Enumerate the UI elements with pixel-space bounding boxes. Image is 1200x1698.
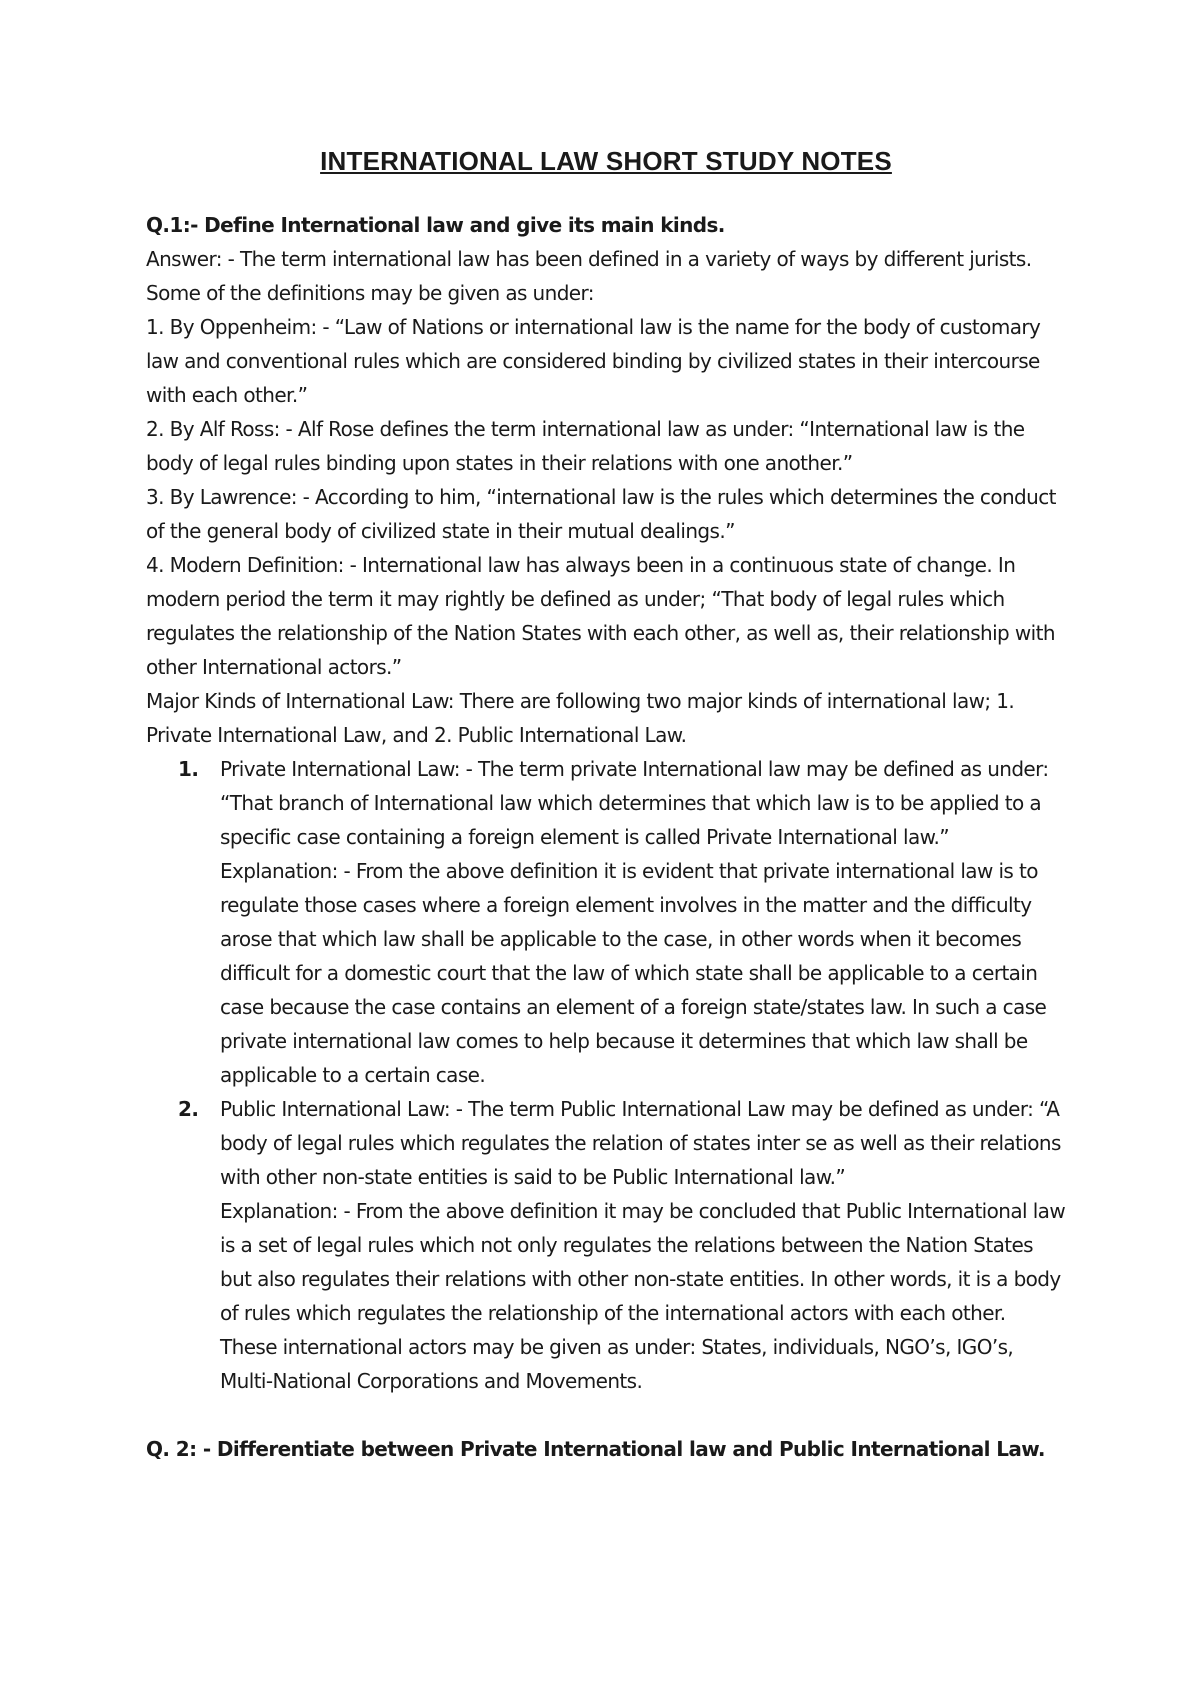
q2-question: Q. 2: - Differentiate between Private International law and Public International Law. — [146, 1437, 1045, 1461]
q1-question: Q.1:- Define International law and give its main kinds. — [146, 213, 725, 237]
definition-alf-ross: 2. By Alf Ross: - Alf Rose defines the term international law as under: “International law is the body of legal rules binding upon states in their relations with one another.” — [146, 417, 1025, 475]
kinds-intro: Major Kinds of International Law: There are following two major kinds of international law; 1. Private International Law, and 2. Public International Law. — [146, 689, 1015, 747]
list-number: 2. — [178, 1097, 199, 1121]
list-item-private-law — [146, 752, 1066, 1092]
definition-lawrence: 3. By Lawrence: - According to him, “international law is the rules which determines the conduct of the general body of civilized state in their mutual dealings.” — [146, 485, 1056, 543]
list-number: 1. — [178, 757, 199, 781]
definition-oppenheim: 1. By Oppenheim: - “Law of Nations or international law is the name for the body of customary law and conventional rules which are considered binding by civilized states in their intercourse with each other.” — [146, 315, 1041, 407]
document-page — [146, 0, 1066, 1698]
q1-answer-intro: Answer: - The term international law has been defined in a variety of ways by different jurists. Some of the definitions may be given as under: — [146, 247, 1032, 305]
public-law-explanation: Explanation: - From the above definition it may be concluded that Public International law is a set of legal rules which not only regulates the relations between the Nation States but also regulates their relations with other non-state entities. In other words, it is a body of rules which regulates the relationship of the international actors with each other. These international actors may be given as under: States, individuals, NGO’s, IGO’s, Multi-National Corporations and Movements. — [220, 1199, 1066, 1393]
private-law-definition: Private International Law: - The term private International law may be defined as under: “That branch of International law which determines that which law is to be applied to a specific case containing a foreign element is called Private International law.” — [220, 757, 1049, 849]
public-law-definition: Public International Law: - The term Public International Law may be defined as under: “A body of legal rules which regulates the relation of states inter se as well as their relations with other non-state entities is said to be Public International law.” — [220, 1097, 1061, 1189]
page-title: INTERNATIONAL LAW SHORT STUDY NOTES — [320, 146, 892, 176]
definition-modern: 4. Modern Definition: - International law has always been in a continuous state of change. In modern period the term it may rightly be defined as under; “That body of legal rules which regulates the relationship of the Nation States with each other, as well as, their relationship with other International actors.” — [146, 553, 1055, 679]
list-item-public-law — [146, 1092, 1066, 1398]
paragraph-spacer — [146, 1398, 1066, 1432]
document-body — [146, 208, 1066, 1466]
private-law-explanation: Explanation: - From the above definition it is evident that private international law is to regulate those cases where a foreign element involves in the matter and the difficulty arose that which law shall be applicable to the case, in other words when it becomes difficult for a domestic court that the law of which state shall be applicable to a certain case because the case contains an element of a foreign state/states law. In such a case private international law comes to help because it determines that which law shall be applicable to a certain case. — [220, 859, 1047, 1087]
